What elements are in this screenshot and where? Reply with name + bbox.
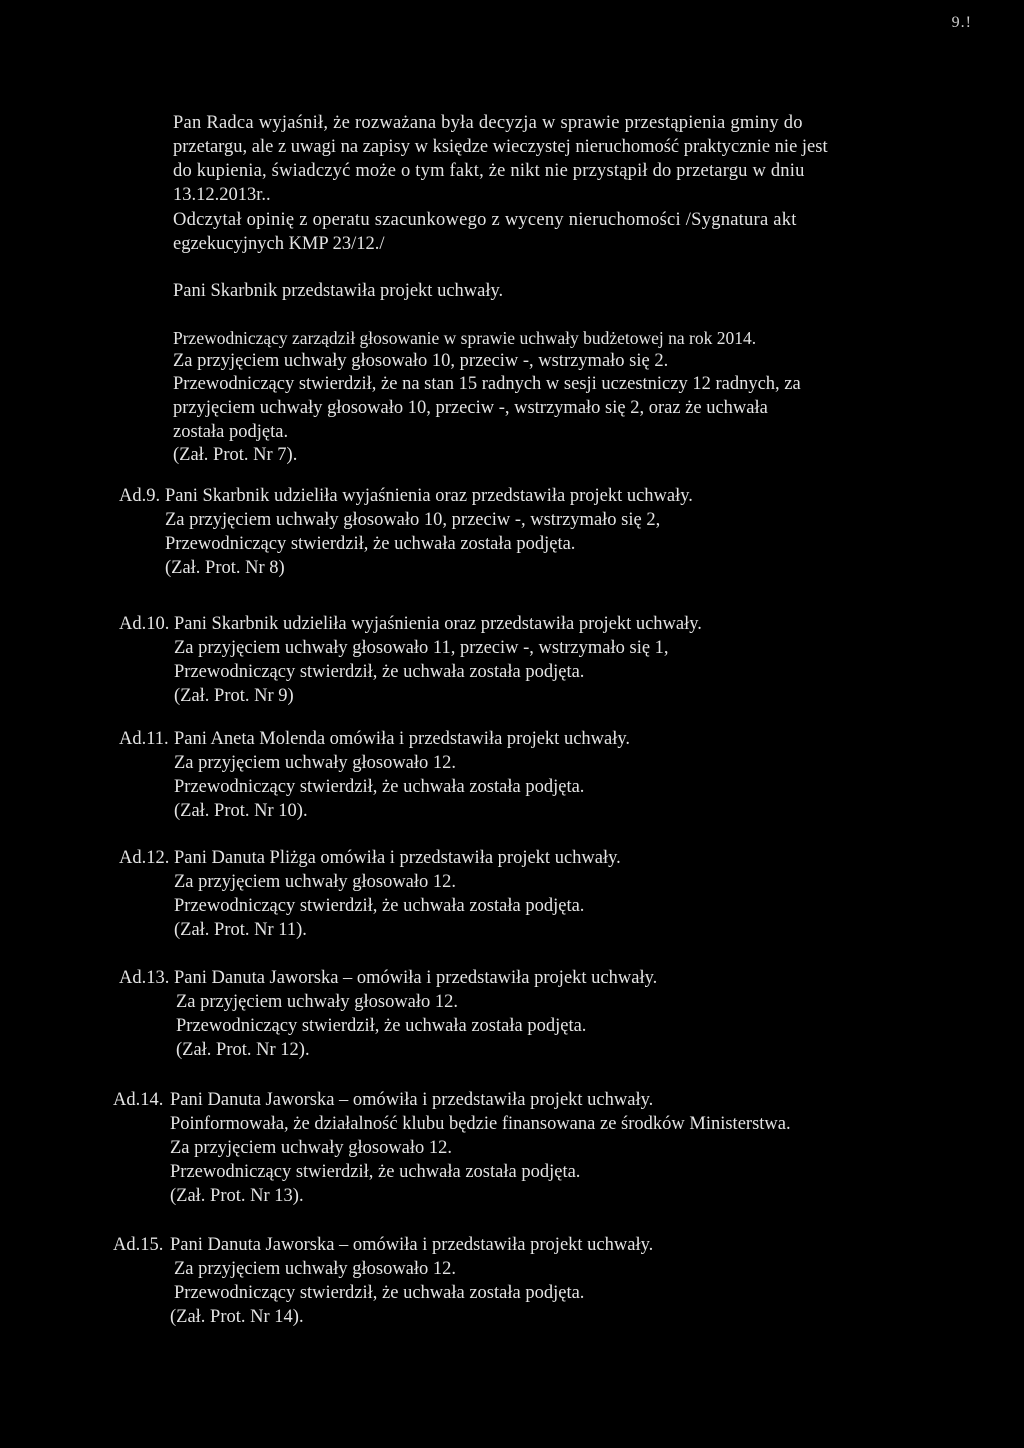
item-line: Przewodniczący stwierdził, że uchwała została podjęta. (170, 1162, 581, 1182)
item-line: Poinformowała, że działalność klubu będzie finansowana ze środków Ministerstwa. (170, 1114, 791, 1134)
item-line: Za przyjęciem uchwały głosowało 12. (174, 872, 457, 892)
item-line: Pani Danuta Pliżga omówiła i przedstawiła projekt uchwały. (174, 848, 621, 868)
item-line: Przewodniczący stwierdził, że uchwała została podjęta. (174, 777, 585, 797)
budget-line-2: Za przyjęciem uchwały głosowało 10, przeciw -, wstrzymało się 2. (173, 351, 669, 371)
item-line: (Zał. Prot. Nr 13). (170, 1186, 304, 1206)
item-line: Przewodniczący stwierdził, że uchwała została podjęta. (176, 1016, 587, 1036)
budget-line-5: została podjęta. (173, 422, 289, 442)
item-line: Pani Danuta Jaworska – omówiła i przedstawiła projekt uchwały. (170, 1235, 654, 1255)
item-line: Pani Danuta Jaworska – omówiła i przedstawiła projekt uchwały. (170, 1090, 654, 1110)
skarbnik-line: Pani Skarbnik przedstawiła projekt uchwały. (173, 281, 504, 301)
item-label: Ad.15. (113, 1235, 164, 1255)
item-line: Pani Skarbnik udzieliła wyjaśnienia oraz przedstawiła projekt uchwały. (165, 486, 693, 506)
item-line: (Zał. Prot. Nr 14). (170, 1307, 304, 1327)
item-line: Pani Aneta Molenda omówiła i przedstawiła projekt uchwały. (174, 729, 631, 749)
item-line: (Zał. Prot. Nr 9) (174, 686, 294, 706)
intro-line-2: przetargu, ale z uwagi na zapisy w księdze wieczystej nieruchomość praktycznie nie jest (173, 137, 828, 157)
item-line: (Zał. Prot. Nr 10). (174, 801, 308, 821)
intro-line-1: Pan Radca wyjaśnił, że rozważana była decyzja w sprawie przestąpienia gminy do (173, 113, 803, 133)
item-line: Pani Danuta Jaworska – omówiła i przedstawiła projekt uchwały. (174, 968, 658, 988)
item-line: (Zał. Prot. Nr 11). (174, 920, 307, 940)
budget-line-3: Przewodniczący stwierdził, że na stan 15 radnych w sesji uczestniczy 12 radnych, za (173, 374, 801, 394)
item-line: Za przyjęciem uchwały głosowało 12. (174, 753, 457, 773)
item-line: Przewodniczący stwierdził, że uchwała została podjęta. (174, 662, 585, 682)
item-line: Za przyjęciem uchwały głosowało 10, przeciw -, wstrzymało się 2, (165, 510, 661, 530)
intro-line-4: 13.12.2013r.. (173, 185, 271, 205)
item-line: Przewodniczący stwierdził, że uchwała została podjęta. (174, 896, 585, 916)
item-line: Za przyjęciem uchwały głosowało 12. (174, 1259, 457, 1279)
item-line: Za przyjęciem uchwały głosowało 11, przeciw -, wstrzymało się 1, (174, 638, 669, 658)
item-line: Pani Skarbnik udzieliła wyjaśnienia oraz przedstawiła projekt uchwały. (174, 614, 702, 634)
budget-line-4: przyjęciem uchwały głosowało 10, przeciw -, wstrzymało się 2, oraz że uchwała (173, 398, 768, 418)
item-label: Ad.14. (113, 1090, 164, 1110)
item-line: (Zał. Prot. Nr 8) (165, 558, 285, 578)
intro-line-5: Odczytał opinię z operatu szacunkowego z wyceny nieruchomości /Sygnatura akt (173, 210, 797, 230)
budget-line-1: Przewodniczący zarządził głosowanie w sprawie uchwały budżetowej na rok 2014. (173, 328, 757, 348)
budget-line-6: (Zał. Prot. Nr 7). (173, 445, 298, 465)
item-label: Ad.10. (119, 614, 170, 634)
item-line: (Zał. Prot. Nr 12). (176, 1040, 310, 1060)
item-line: Przewodniczący stwierdził, że uchwała została podjęta. (174, 1283, 585, 1303)
item-label: Ad.12. (119, 848, 170, 868)
intro-line-6: egzekucyjnych KMP 23/12./ (173, 234, 385, 254)
intro-line-3: do kupienia, świadczyć może o tym fakt, że nikt nie przystąpił do przetargu w dniu (173, 161, 805, 181)
item-line: Za przyjęciem uchwały głosowało 12. (176, 992, 459, 1012)
item-line: Za przyjęciem uchwały głosowało 12. (170, 1138, 453, 1158)
item-label: Ad.13. (119, 968, 170, 988)
item-label: Ad.11. (119, 729, 169, 749)
item-label: Ad.9. (119, 486, 161, 506)
page-number: 9.! (951, 14, 972, 31)
item-line: Przewodniczący stwierdził, że uchwała została podjęta. (165, 534, 576, 554)
